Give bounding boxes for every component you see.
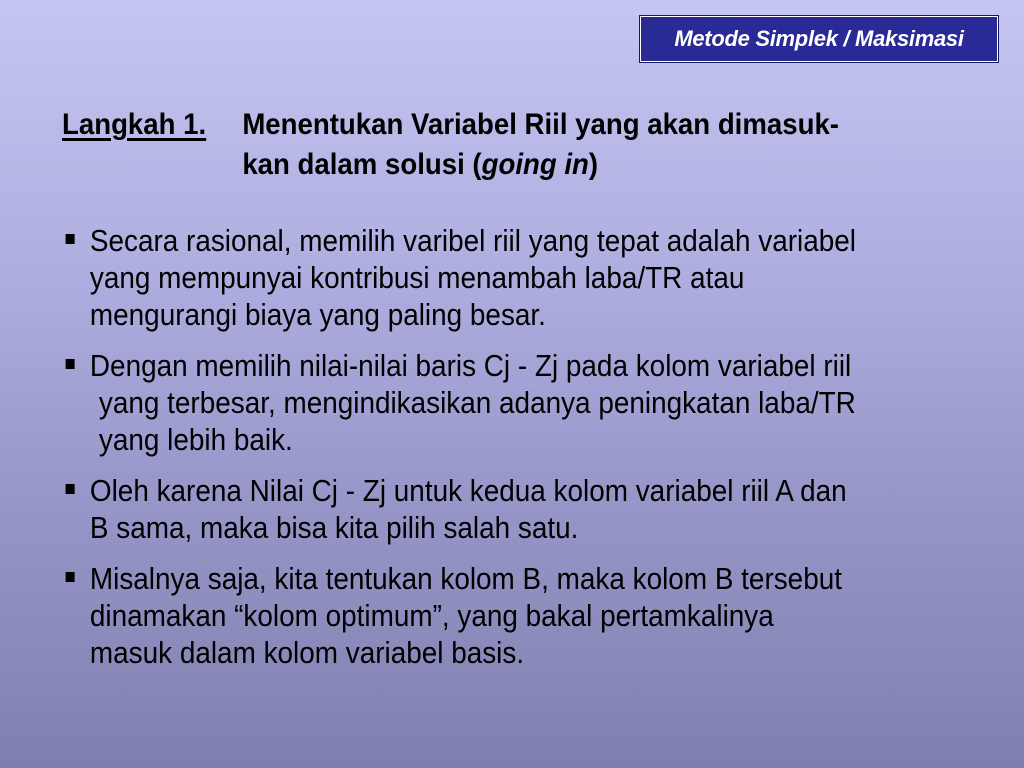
bullet-line: Dengan memilih nilai-nilai baris Cj - Zj pada kolom variabel riil (89, 348, 852, 383)
step-heading (62, 105, 918, 185)
bullet-line: mengurangi biaya yang paling besar. (89, 297, 546, 332)
bullet-list (62, 222, 962, 685)
slide-title-badge (640, 16, 998, 62)
bullet-line: Secara rasional, memilih varibel riil yang tepat adalah variabel (89, 223, 856, 258)
bullet-item (62, 560, 962, 671)
bullet-item (62, 347, 962, 458)
square-bullet-icon (66, 359, 75, 369)
step-heading-line2-suffix: ) (588, 148, 599, 181)
step-number: Langkah 1. (62, 108, 207, 141)
bullet-line: B sama, maka bisa kita pilih salah satu. (89, 510, 579, 545)
bullet-line: yang mempunyai kontribusi menambah laba/TR atau (89, 260, 745, 295)
square-bullet-icon (66, 572, 75, 582)
step-heading-line1: Menentukan Variabel Riil yang akan dimasuk- (242, 108, 839, 141)
bullet-line: masuk dalam kolom variabel basis. (89, 635, 525, 670)
bullet-line: yang lebih baik. (98, 422, 293, 457)
step-heading-line2-prefix: kan dalam solusi ( (242, 148, 482, 181)
bullet-line: dinamakan “kolom optimum”, yang bakal pertamkalinya (89, 598, 774, 633)
slide-title-label: Metode Simplek / Maksimasi (674, 26, 964, 51)
square-bullet-icon (66, 234, 75, 244)
bullet-line: yang terbesar, mengindikasikan adanya peningkatan laba/TR (98, 385, 856, 420)
square-bullet-icon (66, 484, 75, 494)
bullet-line: Oleh karena Nilai Cj - Zj untuk kedua kolom variabel riil A dan (89, 473, 847, 508)
bullet-line: Misalnya saja, kita tentukan kolom B, maka kolom B tersebut (89, 561, 842, 596)
bullet-item (62, 472, 962, 546)
step-heading-line2-italic: going in (481, 148, 589, 181)
bullet-item (62, 222, 962, 333)
